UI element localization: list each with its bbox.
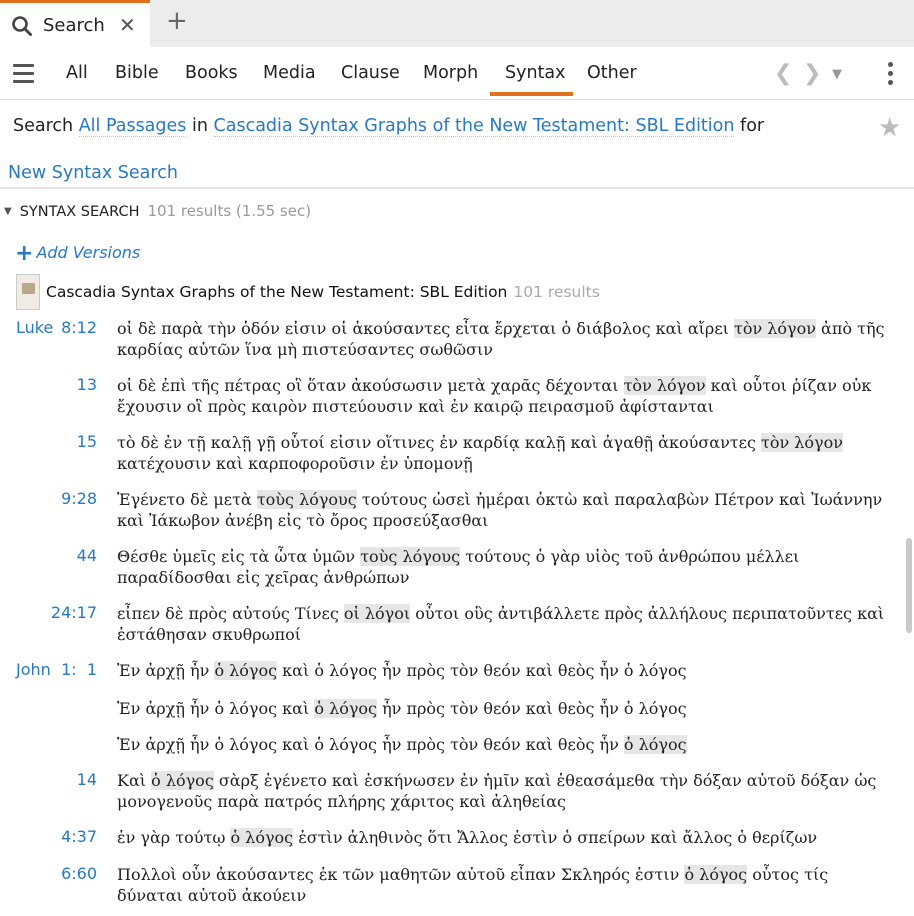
verse-text-after: τούτους ὁ γὰρ υἱὸς τοῦ ἀνθρώπου μέλλει παραδίδοσθαι εἰς χεῖρας ἀνθρώπων (117, 547, 800, 587)
tab-media[interactable]: Media (263, 63, 316, 83)
verse-text-after: καὶ ὁ λόγος ἦν πρὸς τὸν θεόν καὶ θεὸς ἦν ὁ λόγος (277, 661, 687, 680)
tab-books[interactable]: Books (185, 63, 238, 83)
result-chapter-verse[interactable]: 44 (76, 546, 97, 565)
tab-morph[interactable]: Morph (423, 63, 479, 83)
search-icon (11, 15, 33, 41)
search-suffix: for (740, 116, 765, 136)
resource-title-text[interactable]: Cascadia Syntax Graphs of the New Testament: SBL Edition (46, 283, 508, 301)
result-verse-text[interactable] (117, 770, 887, 812)
resource-link[interactable]: Cascadia Syntax Graphs of the New Testament: SBL Edition (213, 116, 735, 136)
verse-text-after: σὰρξ ἐγένετο καὶ ἐσκήνωσεν ἐν ἡμῖν καὶ ἐθεασάμεθα τὴν δόξαν αὐτοῦ δόξαν ὡς μονογενοῦς παρὰ πατρός πλήρης χάριτος καὶ ἀληθείας (117, 771, 877, 811)
result-verse-text[interactable] (117, 864, 887, 906)
syntax-search-section-header[interactable] (4, 202, 311, 220)
match-highlight[interactable]: ὁ λόγος (684, 865, 748, 884)
tab-all[interactable]: All (66, 63, 88, 83)
result-book-ref[interactable]: John (16, 660, 51, 679)
result-verse-text[interactable] (117, 660, 887, 681)
match-highlight[interactable]: ὁ λόγος (214, 661, 278, 680)
match-highlight[interactable]: τοὺς λόγους (256, 490, 357, 509)
verse-text-before: οἱ δὲ παρὰ τὴν ὁδόν εἰσιν οἱ ἀκούσαντες εἶτα ἔρχεται ὁ διάβολος καὶ αἴρει (117, 319, 734, 338)
verse-text-after: οὗτος τίς δύναται αὐτοῦ ἀκούειν (117, 865, 829, 905)
result-verse-text[interactable] (117, 375, 887, 417)
verse-text-before: Ἐν ἀρχῇ ἦν (117, 661, 215, 680)
verse-text-before: Θέσθε ὑμεῖς εἰς τὰ ὦτα ὑμῶν (117, 547, 361, 566)
verse-text-before: Ἐγένετο δὲ μετὰ (117, 490, 257, 509)
close-icon[interactable]: ✕ (119, 13, 136, 37)
verse-text-after: καὶ οὗτοι ῥίζαν οὐκ ἔχουσιν οἳ πρὸς καιρὸν πιστεύουσιν καὶ ἐν καιρῷ πειρασμοῦ ἀφίστανται (117, 376, 872, 416)
search-mid: in (191, 116, 208, 136)
passage-scope-link[interactable]: All Passages (78, 116, 187, 136)
resource-result-count: 101 results (513, 283, 600, 301)
result-chapter-verse[interactable]: 4:37 (61, 827, 97, 846)
verse-text-before: εἶπεν δὲ πρὸς αὐτούς Τίνες (117, 604, 344, 623)
result-chapter-verse[interactable]: 13 (76, 375, 97, 394)
favorite-star-icon[interactable]: ★ (878, 113, 902, 143)
new-tab-button[interactable]: + (166, 6, 188, 36)
tab-other[interactable]: Other (587, 63, 637, 83)
active-tab-indicator (490, 92, 573, 96)
match-highlight[interactable]: τοὺς λόγους (360, 547, 461, 566)
verse-text-before: Πολλοὶ οὖν ἀκούσαντες ἐκ τῶν μαθητῶν αὐτοῦ εἶπαν Σκληρός ἐστιν (117, 865, 685, 884)
result-verse-text[interactable] (117, 432, 887, 474)
verse-text-before: Ἐν ἀρχῇ ἦν ὁ λόγος καὶ ὁ λόγος ἦν πρὸς τὸν θεόν καὶ θεὸς ἦν (117, 735, 624, 754)
verse-text-before: Ἐν ἀρχῇ ἦν ὁ λόγος καὶ (117, 699, 315, 718)
verse-text-after: οὗτοι οὓς ἀντιβάλλετε πρὸς ἀλλήλους περιπατοῦντες καὶ ἐστάθησαν σκυθρωποί (117, 604, 885, 644)
match-highlight[interactable]: ὁ λόγος (623, 735, 687, 754)
search-type-nav (0, 47, 914, 100)
section-result-count: 101 results (1.55 sec) (147, 202, 312, 220)
verse-text-before: Καὶ (117, 771, 152, 790)
new-syntax-search-link[interactable]: New Syntax Search (8, 163, 178, 183)
result-verse-text[interactable] (117, 603, 887, 645)
match-highlight[interactable]: τὸν λόγον (760, 433, 843, 452)
result-verse-text[interactable] (117, 318, 887, 360)
match-highlight[interactable]: τὸν λόγον (623, 376, 706, 395)
tab-search[interactable] (0, 0, 150, 47)
divider (0, 187, 914, 189)
result-chapter-verse[interactable]: 6:60 (61, 864, 97, 883)
forward-arrow-icon[interactable]: ❯ (803, 61, 822, 86)
tab-syntax[interactable]: Syntax (505, 63, 566, 83)
verse-text-before: οἱ δὲ ἐπὶ τῆς πέτρας οἳ ὅταν ἀκούσωσιν μετὰ χαρᾶς δέχονται (117, 376, 624, 395)
plus-icon: + (15, 241, 34, 266)
verse-text-after: τούτους ὡσεὶ ἡμέραι ὀκτὼ καὶ παραλαβὼν Πέτρον καὶ Ἰωάννην καὶ Ἰάκωβον ἀνέβη εἰς τὸ ὄρος προσεύξασθαι (117, 490, 883, 530)
result-verse-text[interactable] (117, 489, 887, 531)
verse-text-after: ἀπὸ τῆς καρδίας αὐτῶν ἵνα μὴ πιστεύσαντες σωθῶσιν (117, 319, 885, 359)
result-verse-text[interactable] (117, 698, 887, 719)
history-dropdown-icon[interactable]: ▼ (832, 67, 842, 82)
scrollbar[interactable] (906, 538, 912, 633)
match-highlight[interactable]: ὁ λόγος (230, 828, 294, 847)
verse-text-after: ἦν πρὸς τὸν θεόν καὶ θεὸς ἦν ὁ λόγος (377, 699, 687, 718)
tab-clause[interactable]: Clause (341, 63, 400, 83)
match-highlight[interactable]: οἱ λόγοι (343, 604, 411, 623)
resource-title (46, 283, 600, 301)
result-chapter-verse[interactable]: 14 (76, 770, 97, 789)
result-chapter-verse[interactable]: 24:17 (50, 603, 97, 622)
tab-title: Search (43, 15, 105, 36)
result-chapter-verse[interactable]: 15 (76, 432, 97, 451)
more-options-icon[interactable] (888, 62, 894, 89)
verse-text-after: κατέχουσιν καὶ καρποφοροῦσιν ἐν ὑπομονῇ (117, 454, 473, 473)
add-versions-label: Add Versions (36, 243, 141, 262)
section-label: SYNTAX SEARCH (19, 204, 140, 220)
result-verse-text[interactable] (117, 734, 887, 755)
result-verse-text[interactable] (117, 827, 887, 848)
collapse-triangle-icon[interactable]: ▼ (4, 206, 12, 217)
match-highlight[interactable]: ὁ λόγος (151, 771, 214, 790)
add-versions-button[interactable] (15, 241, 140, 266)
book-cover-icon[interactable] (16, 274, 40, 310)
search-scope-line (13, 116, 764, 136)
match-highlight[interactable]: ὁ λόγος (314, 699, 377, 718)
result-chapter-verse[interactable]: 1: 1 (61, 660, 97, 679)
menu-icon[interactable] (13, 64, 34, 88)
verse-text-after: ἐστὶν ἀληθινὸς ὅτι Ἄλλος ἐστὶν ὁ σπείρων καὶ ἄλλος ὁ θερίζων (293, 828, 818, 847)
tab-bar (0, 0, 914, 47)
verse-text-before: τὸ δὲ ἐν τῇ καλῇ γῇ οὗτοί εἰσιν οἵτινες ἐν καρδίᾳ καλῇ καὶ ἀγαθῇ ἀκούσαντες (117, 433, 761, 452)
back-arrow-icon[interactable]: ❮ (774, 61, 793, 86)
result-book-ref[interactable]: Luke (16, 318, 54, 337)
search-prefix: Search (13, 116, 74, 136)
result-chapter-verse[interactable]: 9:28 (61, 489, 97, 508)
verse-text-before: ἐν γὰρ τούτῳ (117, 828, 231, 847)
result-chapter-verse[interactable]: 8:12 (61, 318, 97, 337)
result-verse-text[interactable] (117, 546, 887, 588)
tab-bible[interactable]: Bible (115, 63, 159, 83)
match-highlight[interactable]: τὸν λόγον (733, 319, 816, 338)
